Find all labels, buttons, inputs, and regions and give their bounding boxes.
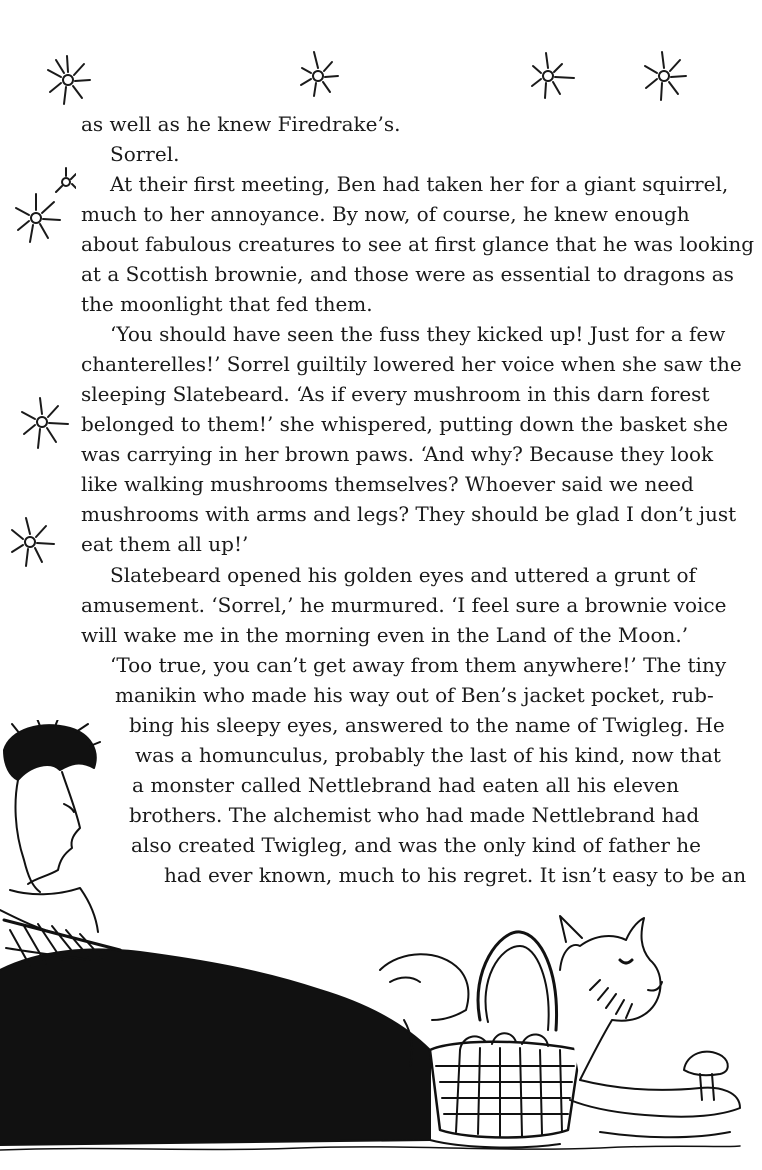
text-line: much to her annoyance. By now, of course, he knew enough	[81, 202, 690, 226]
text-line: was a homunculus, probably the last of his kind, now that	[135, 743, 721, 767]
text-line: was carrying in her brown paws. ‘And why? Because they look	[81, 442, 714, 466]
text-line: eat them all up!’	[81, 532, 249, 556]
text-line: had ever known, much to his regret. It isn’t easy to be an	[164, 863, 747, 887]
text-line: ‘Too true, you can’t get away from them anywhere!’ The tiny	[110, 653, 727, 677]
text-line: a monster called Nettlebrand had eaten all his eleven	[132, 773, 679, 797]
spark-doodle-icon	[18, 392, 72, 452]
spark-doodle-icon	[12, 166, 76, 248]
spark-doodle-icon	[528, 48, 578, 104]
text-line: about fabulous creatures to see at first glance that he was looking	[81, 232, 755, 256]
text-line: as well as he knew Firedrake’s.	[81, 112, 401, 136]
text-line: sleeping Slatebeard. ‘As if every mushroom in this darn forest	[81, 382, 710, 406]
spark-doodle-icon	[640, 48, 690, 106]
text-line: Sorrel.	[110, 142, 180, 166]
text-line: also created Twigleg, and was the only kind of father he	[131, 833, 702, 857]
ben-brownie-basket-illustration	[0, 720, 762, 1160]
spark-doodle-icon	[6, 514, 60, 570]
text-line: like walking mushrooms themselves? Whoever said we need	[81, 472, 694, 496]
text-line: at a Scottish brownie, and those were as essential to dragons as	[81, 262, 734, 286]
text-line: amusement. ‘Sorrel,’ he murmured. ‘I feel sure a brownie voice	[81, 593, 727, 617]
text-line: At their first meeting, Ben had taken her for a giant squirrel,	[110, 172, 729, 196]
text-line: Slatebeard opened his golden eyes and uttered a grunt of	[110, 563, 696, 587]
text-line: chanterelles!’ Sorrel guiltily lowered her voice when she saw the	[81, 352, 742, 376]
text-line: manikin who made his way out of Ben’s jacket pocket, rub-	[115, 683, 714, 707]
spark-doodle-icon	[296, 48, 342, 100]
text-line: ‘You should have seen the fuss they kicked up! Just for a few	[110, 322, 726, 346]
text-line: the moonlight that fed them.	[81, 292, 373, 316]
text-line: will wake me in the morning even in the Land of the Moon.’	[81, 623, 689, 647]
text-line: mushrooms with arms and legs? They should be glad I don’t just	[81, 502, 737, 526]
spark-doodle-icon	[44, 50, 94, 110]
text-line: brothers. The alchemist who had made Nettlebrand had	[129, 803, 700, 827]
text-line: belonged to them!’ she whispered, putting down the basket she	[81, 412, 729, 436]
text-line: bing his sleepy eyes, answered to the name of Twigleg. He	[129, 713, 725, 737]
